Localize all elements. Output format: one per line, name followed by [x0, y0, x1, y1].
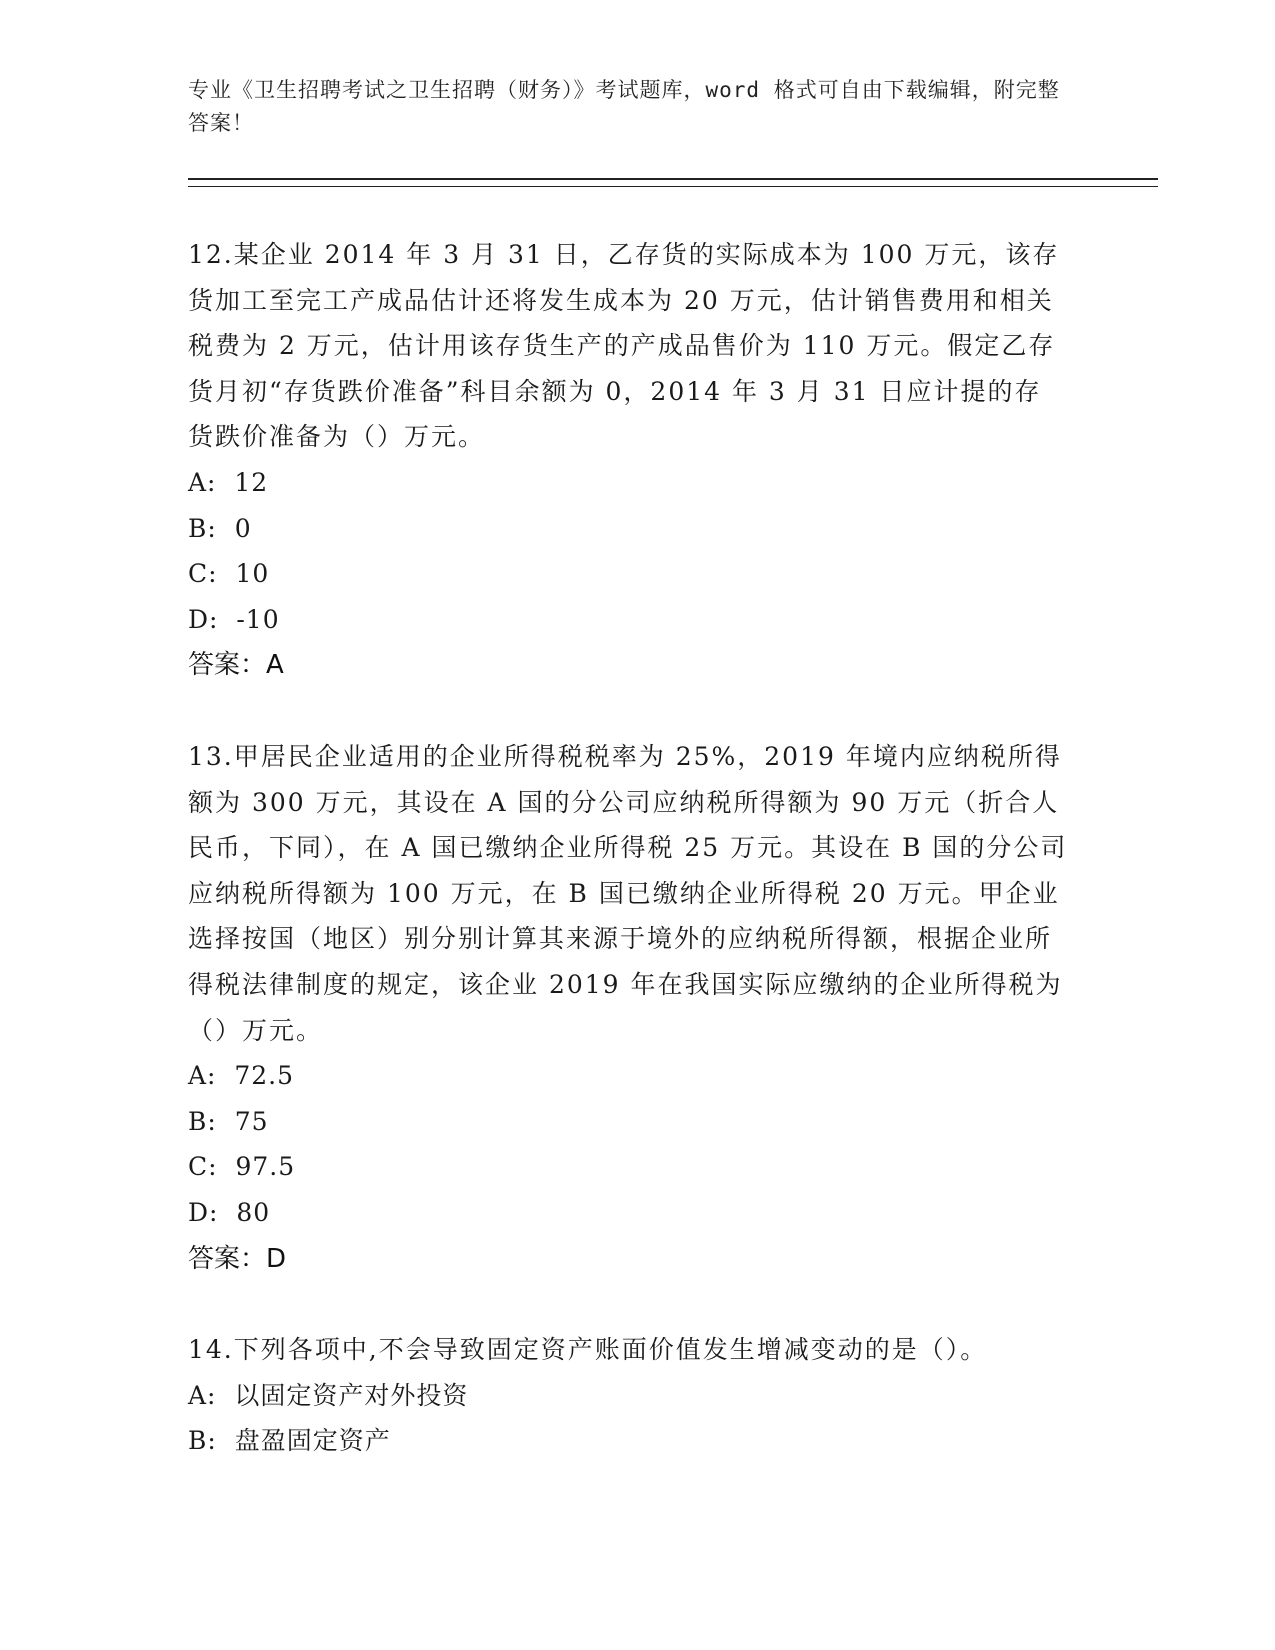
- question-text: 12.某企业 2014 年 3 月 31 日，乙存货的实际成本为 100 万元，该存货加工至完工产成品估计还将发生成本为 20 万元，估计销售费用和相关税费为 2 万元，估计用该存货生产的产成品售价为 110 万元。假定乙存货月初“存货跌价准备”科目余额为 0，2014 年 3 月 31 日应计提的存货跌价准备为（）万元。: [188, 240, 1060, 452]
- option-d: D: -10: [188, 604, 280, 634]
- option-b: B: 75: [188, 1106, 269, 1136]
- question-text: 13.甲居民企业适用的企业所得税税率为 25%，2019 年境内应纳税所得额为 300 万元，其设在 A 国的分公司应纳税所得额为 90 万元（折合人民币，下同），在 A 国已缴纳企业所得税 25 万元。其设在 B 国的分公司应纳税所得额为 100 万元，在 B 国已缴纳企业所得税 20 万元。甲企业选择按国（地区）别分别计算其来源于境外的应纳税所得额，根据企业所得税法律制度的规定，该企业 2019 年在我国实际应缴纳的企业所得税为（）万元。: [188, 742, 1068, 1045]
- option-a: A: 72.5: [188, 1061, 295, 1091]
- option-a: A: 12: [188, 467, 269, 497]
- question-14: [188, 1327, 1068, 1464]
- question-13: [188, 734, 1068, 1282]
- option-b: B: 盘盈固定资产: [188, 1426, 391, 1456]
- option-b: B: 0: [188, 513, 252, 543]
- document-header: 专业《卫生招聘考试之卫生招聘（财务）》考试题库，word 格式可自由下载编辑，附完整答案！: [188, 78, 1060, 135]
- option-a: A: 以固定资产对外投资: [188, 1380, 469, 1410]
- question-text: 14.下列各项中,不会导致固定资产账面价值发生增减变动的是（）。: [188, 1335, 988, 1364]
- header-divider: [188, 178, 1158, 187]
- answer-label: 答案：D: [188, 1243, 287, 1274]
- option-c: C: 97.5: [188, 1152, 296, 1182]
- answer-label: 答案：A: [188, 650, 284, 681]
- question-12: [188, 232, 1068, 688]
- option-d: D: 80: [188, 1197, 271, 1227]
- option-c: C: 10: [188, 559, 270, 589]
